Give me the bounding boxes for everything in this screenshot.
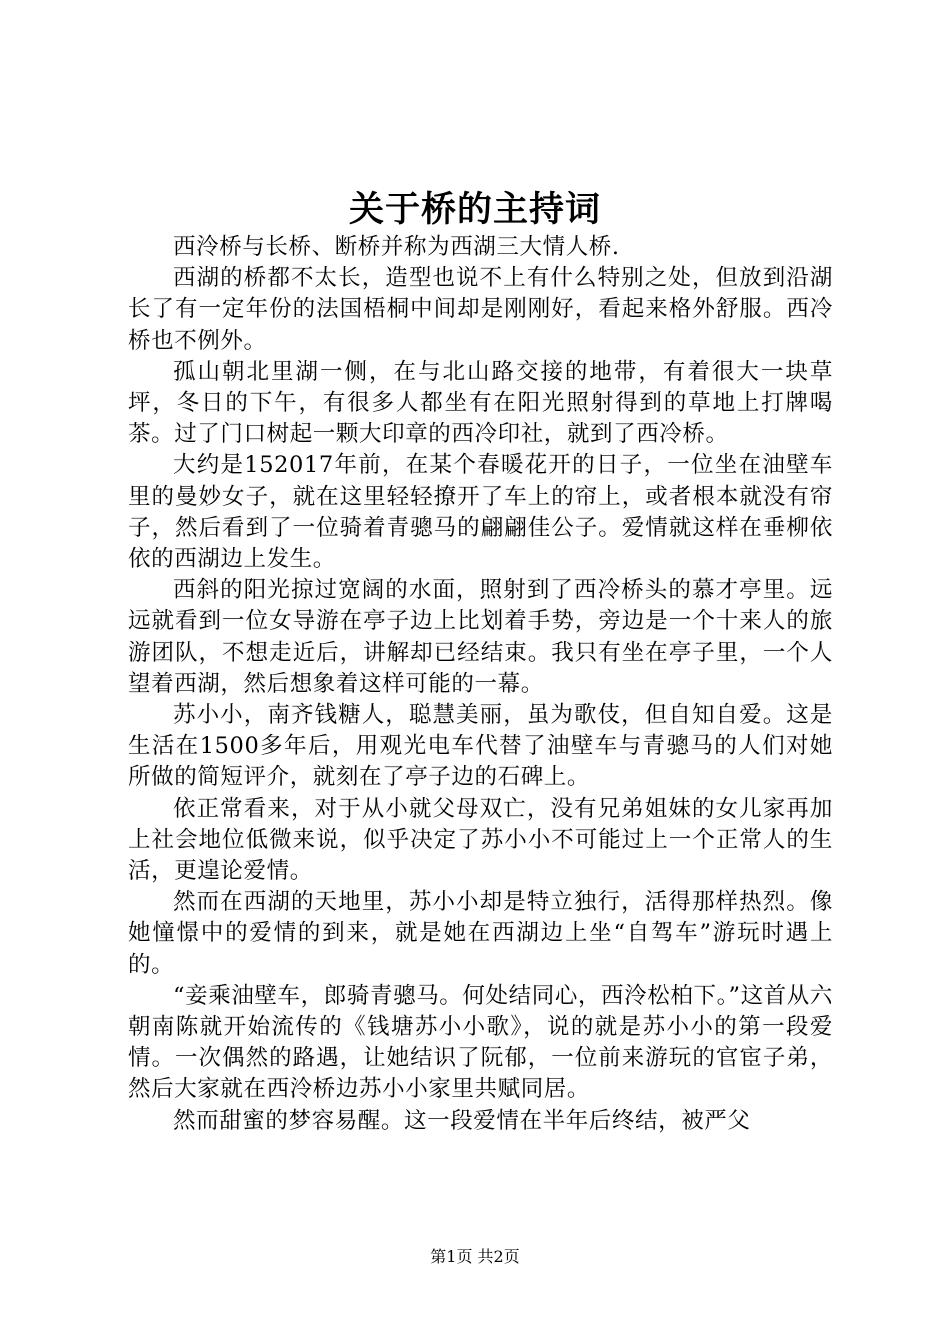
paragraph: 孤山朝北里湖一侧，在与北山路交接的地带，有着很大一块草坪，冬日的下午，有很多人都坐有在阳光照射得到的草地上打牌喝茶。过了门口树起一颗大印章的西冷印社，就到了西冷桥。 [128, 358, 833, 448]
page-footer: 第1页 共2页 [430, 1247, 520, 1266]
paragraph: 然而在西湖的天地里，苏小小却是特立独行，活得那样热烈。像她憧憬中的爱情的到来，就是她在西湖边上坐“自驾车”游玩时遇上的。 [128, 889, 833, 978]
paragraph: “妾乘油壁车，郎骑青骢马。何处结同心，西泠松柏下。”这首从六朝南陈就开始流传的《钱塘苏小小歌》，说的就是苏小小的第一段爱情。一次偶然的路遇，让她结识了阮郁，一位前来游玩的官宦子弟，然后大家就在西泠桥边苏小小家里共赋同居。 [128, 982, 833, 1103]
document-title: 关于桥的主持词 [348, 189, 601, 230]
paragraph: 大约是152017年前，在某个春暖花开的日子，一位坐在油壁车里的曼妙女子，就在这里轻轻撩开了车上的帘上，或者根本就没有帘子，然后看到了一位骑着青骢马的翩翩佳公子。爱情就这样在垂柳依依的西湖边上发生。 [128, 452, 833, 573]
paragraph: 西泠桥与长桥、断桥并称为西湖三大情人桥. [173, 234, 620, 260]
paragraph: 然而甜蜜的梦容易醒。这一段爱情在半年后终结，被严父 [173, 1107, 751, 1134]
paragraph: 苏小小，南齐钱糖人，聪慧美丽，虽为歌伎，但自知自爱。这是生活在1500多年后，用观光电车代替了油壁车与青骢马的人们对她所做的简短评介，就刻在了亭子边的石碑上。 [128, 702, 833, 791]
paragraph: 西湖的桥都不太长，造型也说不上有什么特别之处，但放到沿湖长了有一定年份的法国梧桐中间却是刚刚好，看起来格外舒服。西冷桥也不例外。 [128, 265, 833, 354]
paragraph: 西斜的阳光掠过宽阔的水面，照射到了西冷桥头的慕才亭里。远远就看到一位女导游在亭子边上比划着手势，旁边是一个十来人的旅游团队，不想走近后，讲解却已经结束。我只有坐在亭子里，一个人望着西湖，然后想象着这样可能的一幕。 [128, 577, 833, 697]
paragraph: 依正常看来，对于从小就父母双亡，没有兄弟姐妹的女儿家再加上社会地位低微来说，似乎决定了苏小小不可能过上一个正常人的生活，更遑论爱情。 [128, 795, 833, 885]
document-body [128, 232, 833, 1137]
